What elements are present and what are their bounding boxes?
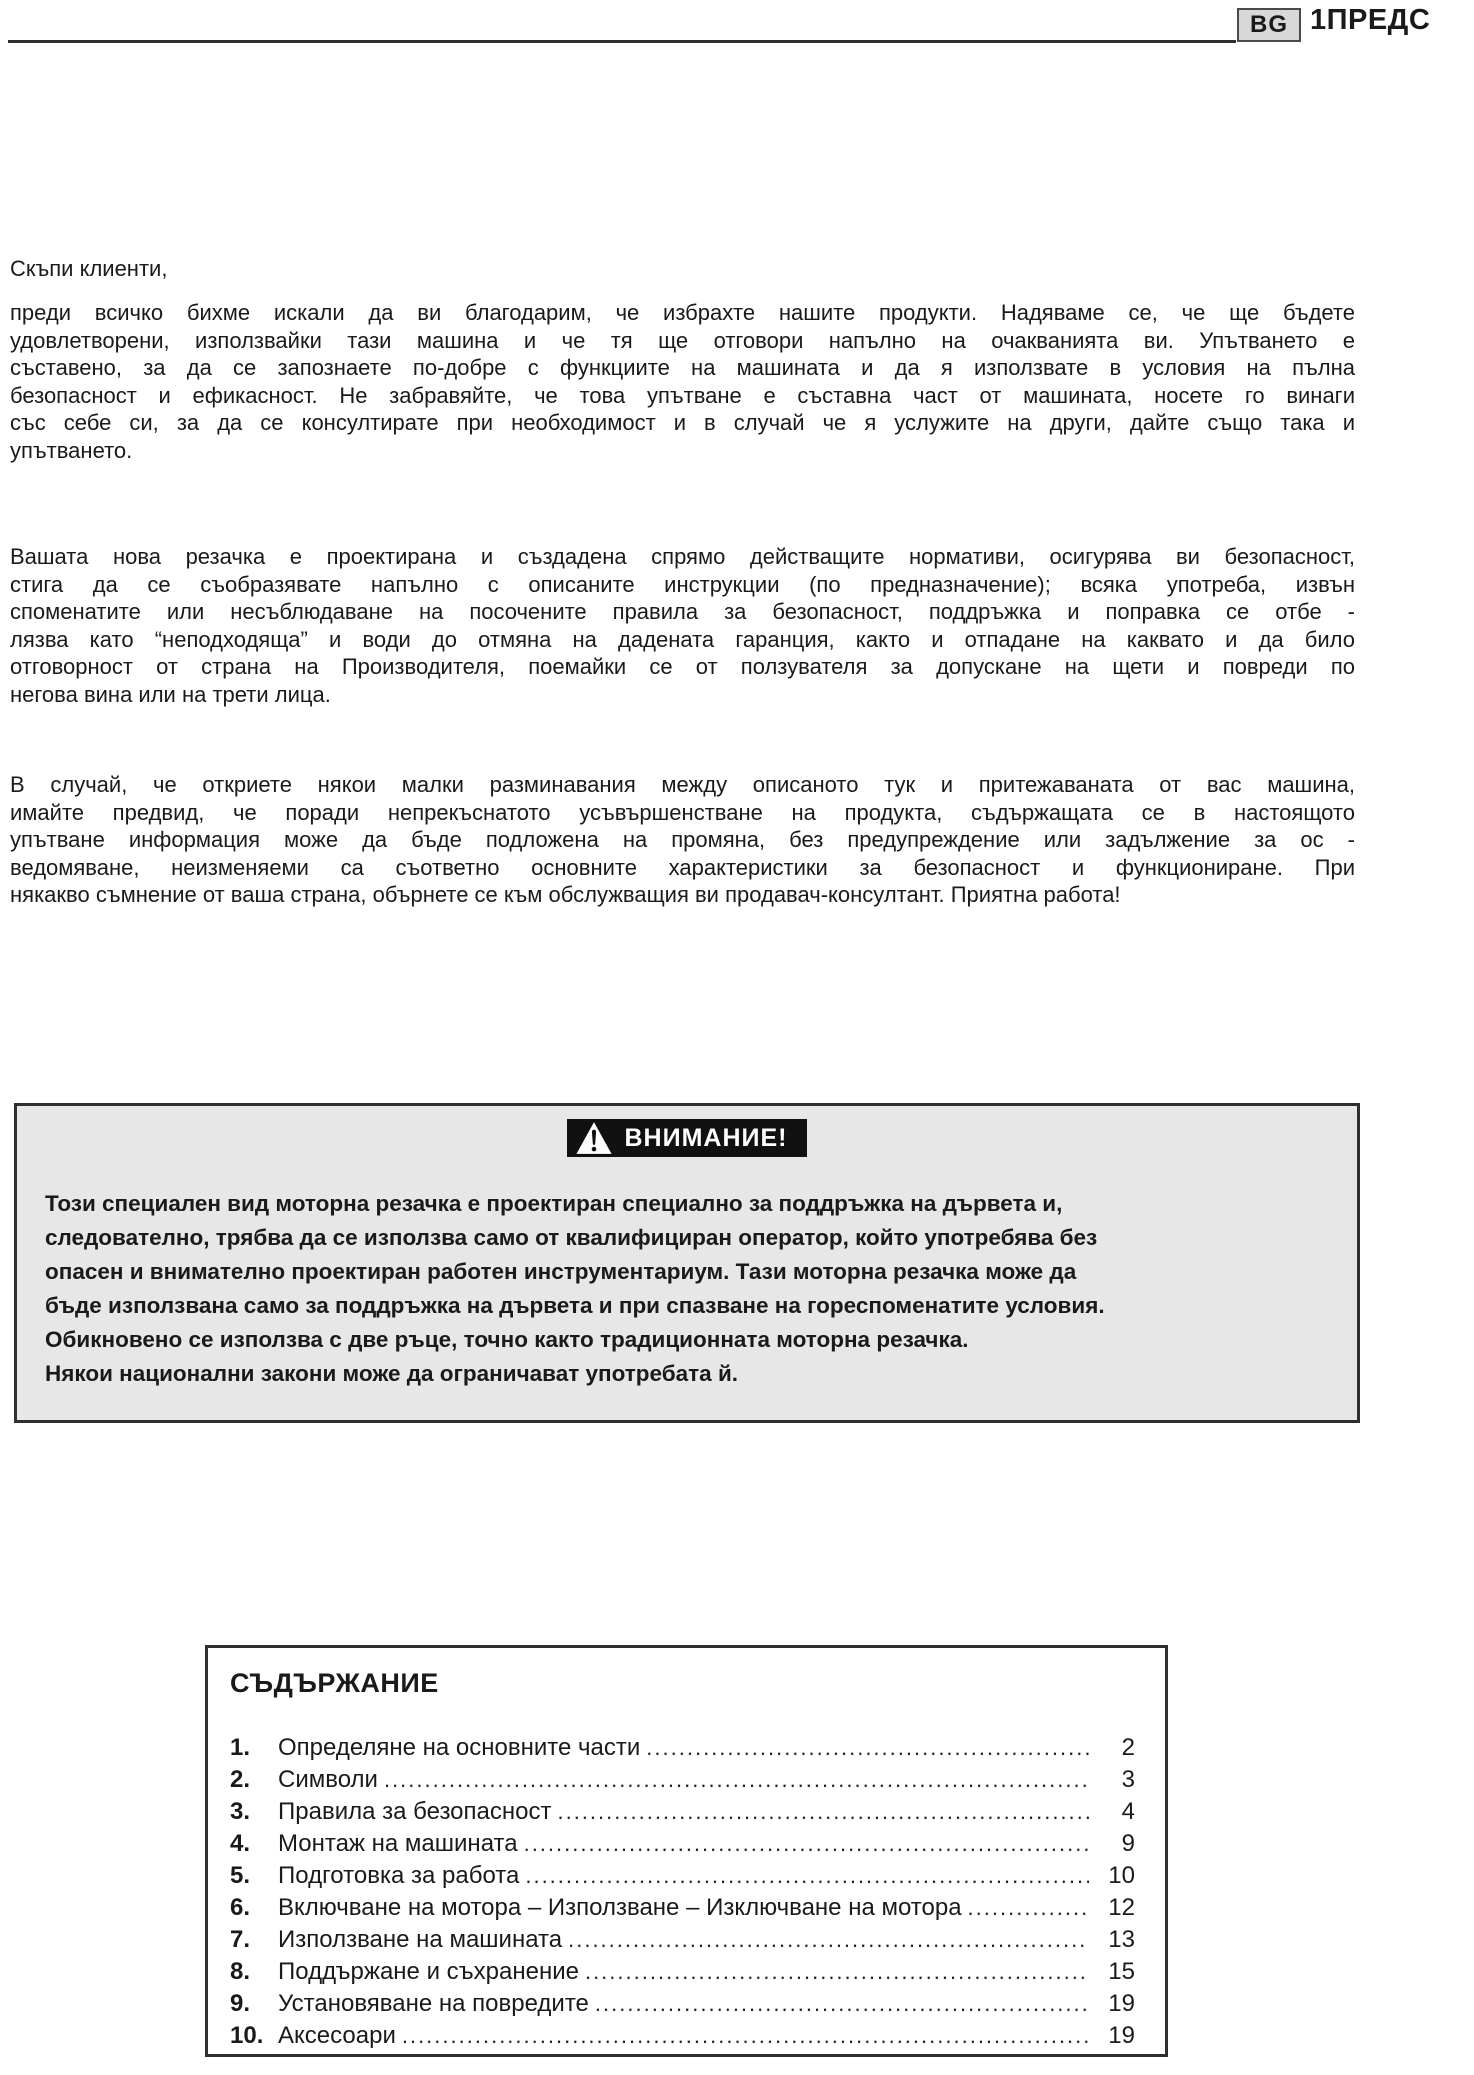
toc-item-label: Използване на машината [278,1926,563,1953]
toc-dot-leader [524,1830,1089,1858]
greeting: Скъпи клиенти, [10,256,168,281]
text-line: упътване информация може да бъде подложена на промяна, без предупреждение или задължение за ос - [10,827,1355,852]
warning-header [567,1119,808,1157]
page-title: 1ПРЕДС [1310,4,1431,36]
toc-item-page: 12 [1108,1894,1135,1921]
warning-line: опасен и внимателно проектиран работен инструментариум. Тази моторна резачка може да [45,1259,1077,1284]
warning-title: ВНИМАНИЕ! [624,1123,788,1152]
text-line: някакво съмнение от ваша страна, обърнете се към обслужващия ви продавач-консултант. Приятна работа! [10,882,1121,907]
toc-item-label: Монтаж на машината [278,1830,518,1857]
text-line: стига да се съобразявате напълно с описаните инструкции (по предназначение); всяка употреба, извън [10,571,1355,597]
table-of-contents [205,1645,1168,2057]
toc-item [230,1894,1135,1926]
toc-item-number: 1. [230,1734,251,1761]
text-line: ведомяване, неизменяеми са съответно основните характеристики за безопасност и функциониране. При [10,854,1355,880]
toc-item-number: 3. [230,1798,251,1825]
warning-line: Някои национални закони може да ограничават употребата й. [45,1361,739,1386]
text-line: удовлетворени, използвайки тази машина и че тя ще отговори напълно на очакванията ви. Упътването е [10,327,1355,353]
text-line: споменатите или несъблюдаване на посочените правила за безопасност, поддръжка и поправка се отбе - [10,599,1355,624]
text-line: упътването. [10,437,133,463]
toc-dot-leader [595,1990,1089,2018]
warning-line: Обикновено се използва с две ръце, точно както традиционната моторна резачка. [45,1327,969,1352]
warning-triangle-icon [575,1121,613,1155]
toc-item-page: 15 [1108,1958,1135,1985]
toc-item-page: 3 [1121,1766,1135,1793]
toc-title: СЪДЪРЖАНИЕ [230,1668,439,1698]
toc-item-page: 2 [1121,1734,1135,1761]
toc-item-label: Символи [278,1766,378,1793]
toc-dot-leader [384,1766,1089,1794]
toc-dot-leader [525,1862,1089,1890]
toc-item-label: Правила за безопасност [278,1798,552,1825]
text-line: имайте предвид, че поради непрекъснатото усъвършенстване на продукта, съдържащата се в настоящото [10,799,1355,825]
toc-item-page: 10 [1108,1862,1135,1889]
toc-item-number: 4. [230,1830,251,1857]
toc-item-number: 7. [230,1926,251,1953]
toc-dot-leader [557,1798,1089,1826]
text-line: със себе си, за да се консултирате при необходимост и в случай че я услужите на други, дайте също така и [10,410,1355,435]
intro-paragraph-1 [10,299,1355,464]
toc-item [230,1862,1135,1894]
toc-item [230,1734,1135,1766]
text-line: безопасност и ефикасност. Не забравяйте, че това упътване е съставна част от машината, носете го винаги [10,382,1355,408]
intro-paragraph-3 [10,771,1355,909]
toc-dot-leader [968,1894,1089,1922]
text-line: отговорност от страна на Производителя, поемайки се от ползувателя за допускане на щети и повреди по [10,654,1355,679]
header-rule [8,40,1236,43]
warning-box [14,1103,1360,1423]
toc-item-page: 19 [1108,2022,1135,2049]
toc-item-number: 6. [230,1894,251,1921]
toc-item [230,2022,1135,2054]
toc-item-label: Аксесоари [278,2022,396,2049]
toc-dot-leader [646,1734,1089,1762]
warning-line: следователно, трябва да се използва само от квалифициран оператор, който употребява без [45,1225,1098,1250]
toc-item-number: 10. [230,2022,264,2049]
warning-text [45,1187,1317,1391]
toc-item-page: 4 [1121,1798,1135,1825]
toc-item-number: 5. [230,1862,251,1889]
text-line: съставено, за да се запознаете по-добре с функциите на машината и да я използвате в условия на пълна [10,355,1355,380]
toc-item-number: 2. [230,1766,251,1793]
toc-item-page: 9 [1121,1830,1135,1857]
toc-dot-leader [585,1958,1089,1986]
toc-item [230,1830,1135,1862]
toc-item-page: 19 [1108,1990,1135,2017]
language-badge: BG [1237,8,1301,42]
toc-item-label: Включване на мотора – Използване – Изключване на мотора [278,1894,962,1921]
text-line: преди всичко бихме искали да ви благодарим, че избрахте нашите продукти. Надяваме се, че ще бъдете [10,300,1355,325]
toc-dot-leader [568,1926,1089,1954]
warning-line: бъде използвана само за поддръжка на дървета и при спазване на гореспоменатите условия. [45,1293,1105,1318]
toc-item-label: Поддържане и съхранение [278,1958,579,1985]
intro-paragraph-2 [10,543,1355,708]
text-line: Вашата нова резачка е проектирана и създадена спрямо действащите нормативи, осигурява ви безопасност, [10,544,1355,569]
toc-item-label: Установяване на повредите [278,1990,589,2017]
toc-item-number: 8. [230,1958,251,1985]
text-line: В случай, че откриете някои малки разминавания между описаното тук и притежаваната от вас машина, [10,772,1355,797]
warning-line: Този специален вид моторна резачка е проектиран специално за поддръжка на дървета и, [45,1191,1063,1216]
toc-item-label: Подготовка за работа [278,1862,520,1889]
text-line: лязва като “неподходяща” и води до отмяна на дадената гаранция, както и отпадане на каквато и да било [10,626,1355,652]
toc-item [230,1926,1135,1958]
toc-item-page: 13 [1108,1926,1135,1953]
toc-item [230,1990,1135,2022]
toc-list [230,1734,1135,2054]
toc-item [230,1766,1135,1798]
toc-dot-leader [402,2022,1089,2050]
toc-item [230,1798,1135,1830]
toc-item-number: 9. [230,1990,251,2017]
text-line: негова вина или на трети лица. [10,681,331,707]
toc-item-label: Определяне на основните части [278,1734,641,1761]
toc-item [230,1958,1135,1990]
